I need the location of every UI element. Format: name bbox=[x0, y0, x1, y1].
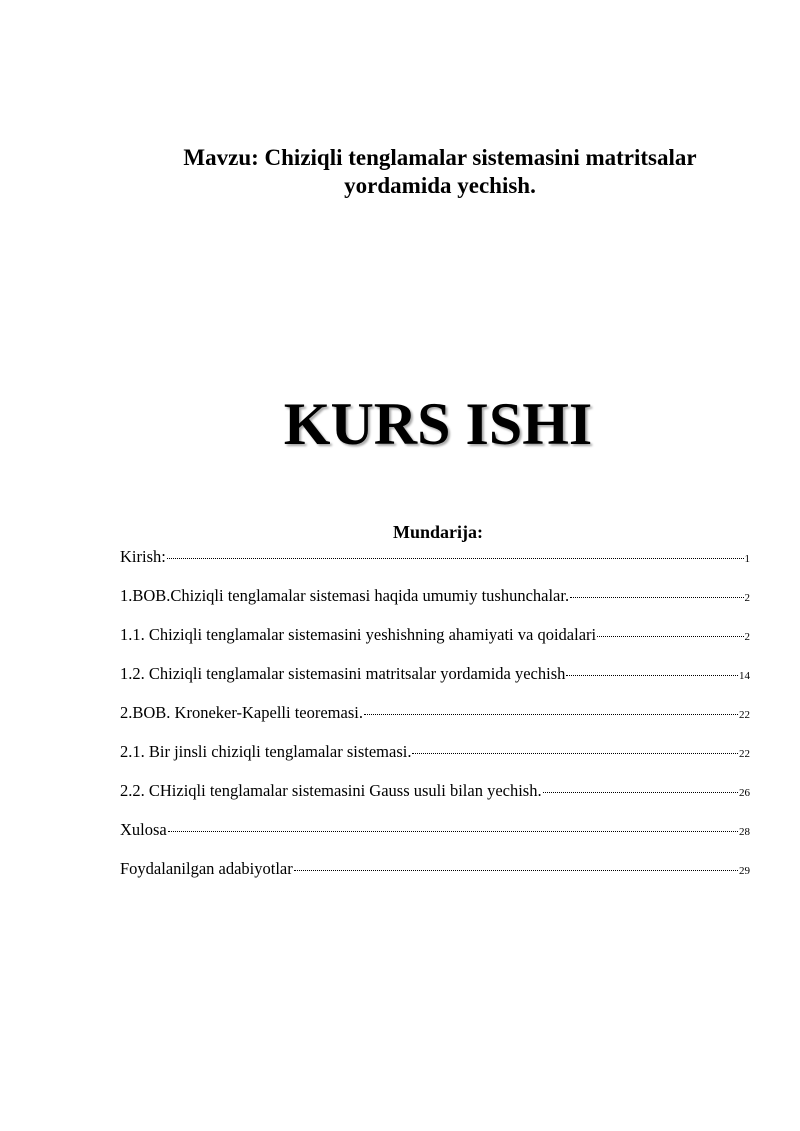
toc-heading: Mundarija: bbox=[393, 522, 483, 542]
toc-entry-bob-2[interactable] bbox=[120, 702, 750, 741]
document-title: KURS ISHI bbox=[283, 391, 593, 457]
toc-entry-section-1-1[interactable] bbox=[120, 624, 750, 663]
dot-leader bbox=[412, 753, 738, 754]
table-of-contents bbox=[120, 546, 750, 897]
toc-entry-label: 1.1. Chiziqli tenglamalar sistemasini yeshishning ahamiyati va qoidalari bbox=[120, 625, 597, 644]
toc-entry-label: 1.2. Chiziqli tenglamalar sistemasini matritsalar yordamida yechish bbox=[120, 664, 566, 683]
dot-leader bbox=[364, 714, 738, 715]
toc-entry-bob-1[interactable] bbox=[120, 585, 750, 624]
dot-leader bbox=[294, 870, 738, 871]
toc-entry-page: 22 bbox=[739, 709, 750, 721]
toc-entry-page: 26 bbox=[739, 787, 750, 799]
toc-entry-page: 22 bbox=[739, 748, 750, 760]
toc-entry-adabiyotlar[interactable] bbox=[120, 858, 750, 897]
toc-entry-page: 14 bbox=[739, 670, 750, 682]
dot-leader bbox=[570, 597, 743, 598]
toc-entry-section-2-2[interactable] bbox=[120, 780, 750, 819]
toc-entry-section-2-1[interactable] bbox=[120, 741, 750, 780]
toc-entry-page: 29 bbox=[739, 865, 750, 877]
dot-leader bbox=[543, 792, 738, 793]
toc-entry-label: 2.2. CHiziqli tenglamalar sistemasini Gauss usuli bilan yechish. bbox=[120, 781, 542, 800]
toc-entry-page: 28 bbox=[739, 826, 750, 838]
toc-entry-label: 2.1. Bir jinsli chiziqli tenglamalar sistemasi. bbox=[120, 742, 412, 761]
dot-leader bbox=[167, 558, 744, 559]
toc-entry-page: 2 bbox=[744, 631, 750, 643]
toc-entry-page: 2 bbox=[744, 592, 750, 604]
toc-entry-label: Xulosa bbox=[120, 820, 167, 839]
toc-entry-label: Kirish: bbox=[120, 547, 166, 566]
toc-entry-page: 1 bbox=[744, 553, 750, 565]
toc-entry-kirish[interactable] bbox=[120, 546, 750, 585]
topic-heading bbox=[120, 144, 760, 200]
toc-entry-xulosa[interactable] bbox=[120, 819, 750, 858]
dot-leader bbox=[168, 831, 738, 832]
toc-entry-label: Foydalanilgan adabiyotlar bbox=[120, 859, 293, 878]
topic-line-2: yordamida yechish. bbox=[344, 173, 536, 198]
toc-entry-label: 2.BOB. Kroneker-Kapelli teoremasi. bbox=[120, 703, 363, 722]
dot-leader bbox=[597, 636, 743, 637]
toc-entry-label: 1.BOB.Chiziqli tenglamalar sistemasi haqida umumiy tushunchalar. bbox=[120, 586, 570, 605]
dot-leader bbox=[566, 675, 738, 676]
topic-line-1: Mavzu: Chiziqli tenglamalar sistemasini matritsalar bbox=[183, 145, 697, 170]
toc-entry-section-1-2[interactable] bbox=[120, 663, 750, 702]
